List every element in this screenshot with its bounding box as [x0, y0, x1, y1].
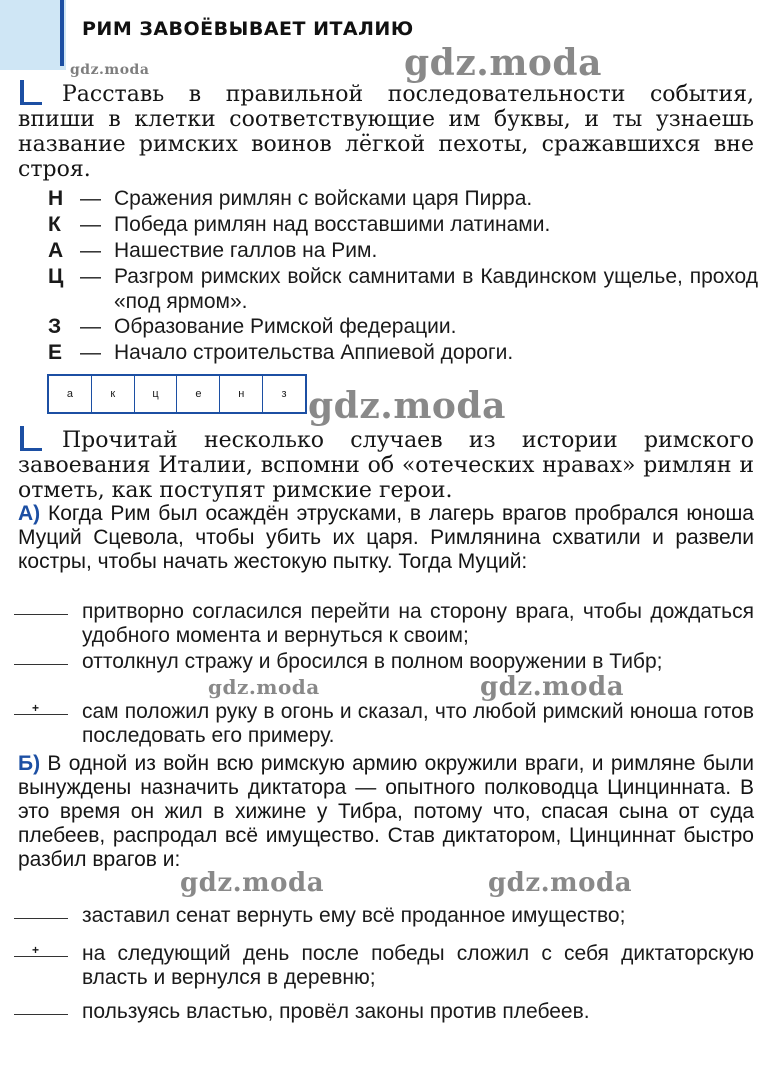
option-text: сам положил руку в огонь и сказал, что любой римский юноша готов последовать его примеру.: [82, 700, 754, 747]
part-b-label: Б): [18, 752, 41, 775]
event-text: Разгром римских войск самнитами в Кавдинском ущелье, проход «под ярмом».: [114, 265, 758, 313]
event-text: Образование Римской федерации.: [114, 315, 457, 338]
task1-instructions: [18, 82, 754, 182]
answer-cell[interactable]: з: [281, 388, 287, 400]
event-row: [48, 264, 758, 314]
answer-blank[interactable]: [14, 918, 68, 919]
answer-blank[interactable]: [14, 1014, 68, 1015]
answer-mark: +: [32, 701, 40, 715]
watermark: gdz.moda: [70, 62, 150, 78]
answer-cell[interactable]: н: [220, 376, 263, 412]
part-a-text: [18, 502, 754, 574]
event-dash: —: [80, 315, 101, 338]
watermark: gdz.moda: [404, 42, 602, 84]
answer-option: [14, 650, 754, 674]
event-dash: —: [80, 265, 101, 288]
watermark: gdz.moda: [488, 868, 633, 898]
event-dash: —: [80, 213, 101, 236]
answer-cell[interactable]: е: [177, 376, 220, 412]
event-letter: Ц: [48, 265, 64, 288]
event-letter: А: [48, 239, 64, 262]
event-dash: —: [80, 341, 101, 364]
task1-text: Расставь в правильной последовательности события, впиши в клетки соответствующие им буквы, и ты узнаешь название римских воинов лёгкой пехоты, сражавшихся вне строя.: [18, 82, 754, 182]
answer-option: [14, 600, 754, 648]
event-row: [48, 238, 758, 263]
event-letter: Е: [48, 341, 63, 364]
event-text: Начало строительства Аппиевой дороги.: [114, 341, 514, 364]
watermark: gdz.moda: [480, 672, 625, 702]
event-letter: Н: [48, 187, 64, 210]
answer-cell[interactable]: к: [92, 376, 135, 412]
part-a-body: Когда Рим был осаждён этрусками, в лагерь врагов пробрался юноша Муций Сцевола, чтобы убить их царя. Римлянина схватили и развели костры, чтобы начать жестокую пытку. Тогда Муций:: [18, 502, 754, 573]
option-text: пользуясь властью, провёл законы против плебеев.: [82, 1000, 590, 1023]
answer-cell[interactable]: ц: [135, 376, 178, 412]
event-letter: З: [48, 315, 62, 338]
part-b-text: [18, 752, 754, 872]
answer-cell[interactable]: а: [49, 376, 92, 412]
event-text: Нашествие галлов на Рим.: [114, 239, 378, 262]
page-title: РИМ ЗАВОЁВЫВАЕТ ИТАЛИЮ: [82, 18, 414, 40]
task2-instructions: [18, 428, 754, 503]
corner-decoration: [0, 0, 66, 70]
event-row: [48, 186, 758, 211]
option-text: заставил сенат вернуть ему всё проданное имущество;: [82, 904, 626, 927]
answer-mark: +: [32, 943, 40, 957]
event-text: Победа римлян над восставшими латинами.: [114, 213, 551, 236]
task2-text: Прочитай несколько случаев из истории римского завоевания Италии, вспомни об «отеческих нравах» римлян и отметь, как поступят римские герои.: [18, 428, 754, 503]
answer-grid: [47, 374, 307, 414]
answer-option: [14, 1000, 754, 1024]
watermark: gdz.moda: [208, 675, 320, 699]
event-dash: —: [80, 239, 101, 262]
answer-blank[interactable]: [14, 956, 68, 957]
answer-option: [14, 904, 754, 928]
option-text: оттолкнул стражу и бросился в полном вооружении в Тибр;: [82, 650, 663, 673]
watermark: gdz.moda: [180, 868, 325, 898]
part-b-body: В одной из войн всю римскую армию окружили враги, и римляне были вынуждены назначить диктатора — опытного полководца Цинцинната. В это время он жил в хижине у Тибра, потому что, спасая сына от суда плебеев, распродал всё имущество. Став диктатором, Цинциннат быстро разбил врагов и:: [18, 752, 754, 871]
event-letter: К: [48, 213, 61, 236]
option-text: притворно согласился перейти на сторону врага, чтобы дождаться удобного момента и вернуться к своим;: [82, 600, 754, 647]
answer-blank[interactable]: [14, 664, 68, 665]
corner-line: [60, 0, 64, 66]
answer-option: [14, 942, 754, 990]
event-row: [48, 340, 758, 365]
watermark: gdz.moda: [308, 385, 506, 427]
option-text: на следующий день после победы сложил с себя диктаторскую власть и вернулся в деревню;: [82, 942, 754, 989]
event-text: Сражения римлян с войсками царя Пирра.: [114, 187, 533, 210]
part-a-label: А): [18, 502, 41, 525]
answer-blank[interactable]: [14, 614, 68, 615]
event-row: [48, 212, 758, 237]
event-dash: —: [80, 187, 101, 210]
answer-blank[interactable]: [14, 714, 68, 715]
event-row: [48, 314, 758, 339]
answer-option: [14, 700, 754, 748]
